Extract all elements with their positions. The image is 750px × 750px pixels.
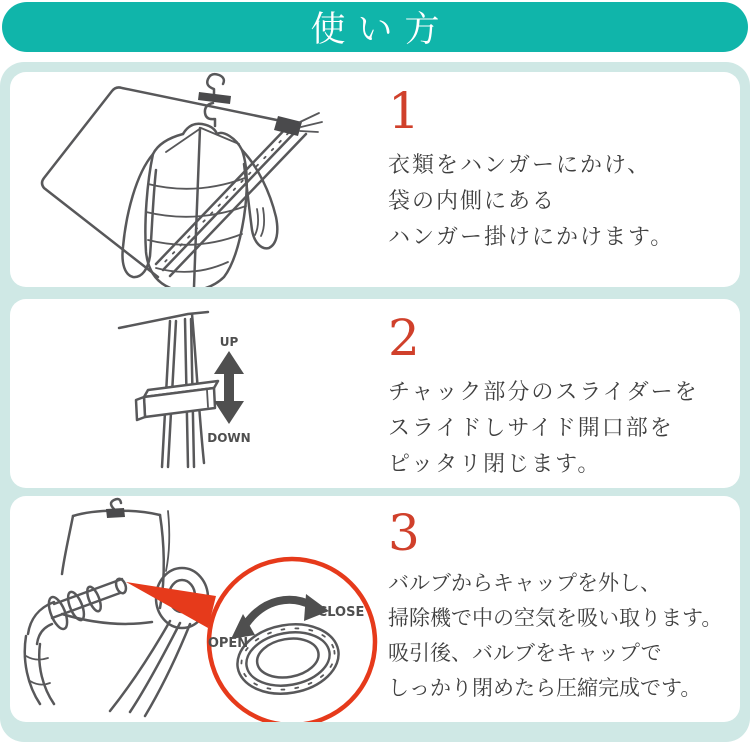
slider-left-tab xyxy=(136,397,145,420)
step-card-1 xyxy=(10,72,740,287)
up-label: UP xyxy=(219,335,239,349)
zipper-slider-group xyxy=(119,312,251,467)
zipper-slider-drawing xyxy=(10,299,382,488)
bag-hook-icon xyxy=(207,74,224,94)
bag3-left-edge xyxy=(62,516,73,574)
step1-illustration-jacket-in-bag xyxy=(10,72,382,287)
slider-detail xyxy=(207,390,208,407)
step3-line-2: 掃除機で中の空気を吸い取ります。 xyxy=(388,606,723,630)
zipper-tassels xyxy=(300,113,322,132)
step1-line-3: ハンガー掛けにかけます。 xyxy=(388,225,675,250)
step-card-3 xyxy=(10,496,740,722)
bag3-fold xyxy=(166,511,169,571)
zipper-line-3 xyxy=(170,134,306,276)
step3-line-3: 吸引後、バルブをキャップで xyxy=(388,641,662,665)
step3-line-1: バルブからキャップを外し、 xyxy=(388,571,661,595)
header-banner xyxy=(2,2,748,52)
zipper-line-1 xyxy=(156,122,292,264)
step2-line-1: チャック部分のスライダーを xyxy=(388,380,699,405)
step-card-2 xyxy=(10,299,740,488)
up-down-arrow-icon xyxy=(214,351,244,424)
step2-line-3: ピッタリ閉じます。 xyxy=(388,452,602,477)
step2-line-2: スライドしサイド開口部を xyxy=(388,416,674,441)
zipper-line-2 xyxy=(163,128,299,270)
steps-panel xyxy=(0,62,750,742)
open-label: OPEN xyxy=(207,636,249,651)
zipper-end-piece xyxy=(274,116,302,136)
close-label: CLOSE xyxy=(317,605,365,620)
page-title: 使い方 xyxy=(310,10,452,50)
step2-number: 2 xyxy=(388,309,420,367)
bag3-hook-clip xyxy=(106,508,125,518)
step2-illustration-zipper-slider xyxy=(10,299,382,488)
step1-number: 1 xyxy=(388,82,420,140)
step3-text-block xyxy=(382,496,740,722)
vacuum-valve-drawing xyxy=(10,496,382,722)
strap-lines xyxy=(110,621,190,716)
hanger-bar xyxy=(166,128,239,152)
step2-text-block xyxy=(382,299,740,488)
step3-number: 3 xyxy=(388,504,420,562)
step3-line-4: しっかり閉めたら圧縮完成です。 xyxy=(388,676,702,700)
step3-illustration-vacuum-valve xyxy=(10,496,382,722)
step1-text-block xyxy=(382,72,740,287)
zipper-teeth xyxy=(160,125,296,267)
bag-top-edge xyxy=(119,312,208,328)
vacuum-bag-outline xyxy=(42,87,296,277)
step1-line-1: 衣類をハンガーにかけ、 xyxy=(388,153,652,178)
vacuum-nozzle xyxy=(25,577,128,704)
bag3-hook-icon xyxy=(111,499,121,509)
puffer-jacket xyxy=(122,124,277,287)
step1-line-2: 袋の内側にある xyxy=(388,189,557,214)
jacket-in-bag-drawing xyxy=(10,72,382,287)
down-label: DOWN xyxy=(207,431,251,445)
